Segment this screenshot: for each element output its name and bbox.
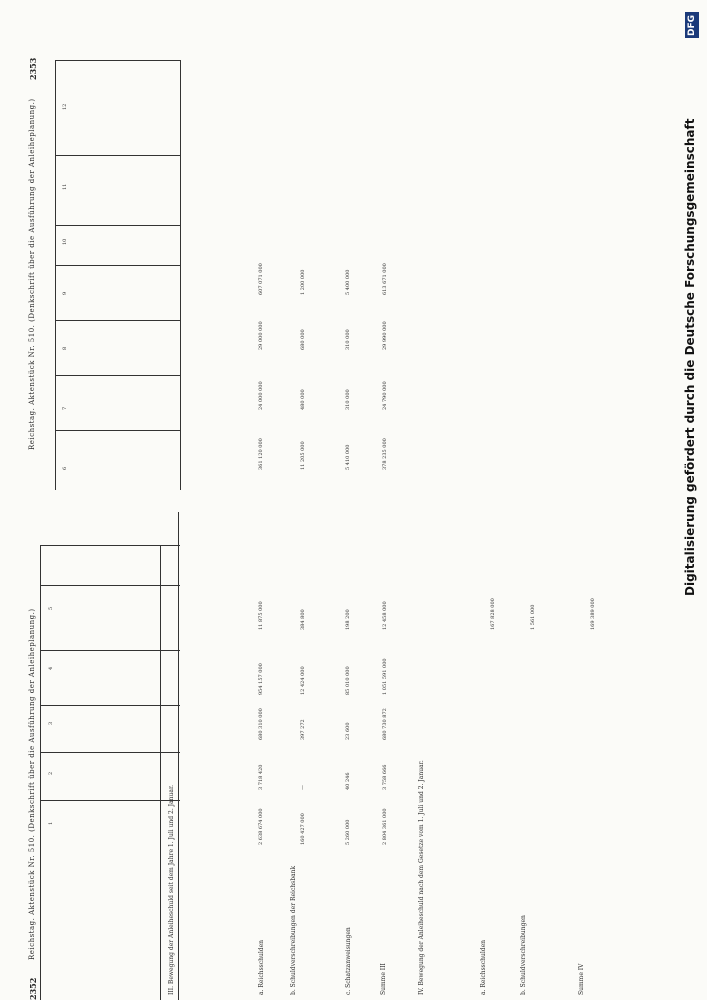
table-cell: 384 800 bbox=[300, 609, 306, 630]
column-number: 6 bbox=[62, 466, 68, 470]
right-page-header: Reichstag. Aktenstück Nr. 510. (Denkschrift über die Ausführung der Anleiheplanung.) bbox=[28, 98, 36, 450]
table-cell: — bbox=[300, 785, 306, 790]
table-cell: 11 205 000 bbox=[300, 441, 306, 470]
table-cell: 5 260 000 bbox=[345, 819, 351, 845]
row-label: Summe IV bbox=[578, 963, 585, 995]
table-cell: 1 561 000 bbox=[530, 604, 536, 630]
table-cell: 2 804 361 000 bbox=[382, 808, 388, 845]
column-number: 9 bbox=[62, 291, 68, 295]
table-cell: 24 790 000 bbox=[382, 381, 388, 410]
column-number: 1 bbox=[48, 821, 54, 825]
row-label: IV. Bewegung der Anleiheschuld nach dem Gesetze vom 1. Juli und 2. Januar. bbox=[418, 760, 425, 995]
row-label: c. Schatzanweisungen bbox=[345, 927, 352, 995]
table-rule bbox=[40, 752, 180, 753]
table-cell: 40 246 bbox=[345, 772, 351, 790]
table-rule bbox=[55, 155, 180, 156]
column-number: 11 bbox=[62, 183, 68, 190]
table-cell: 680 730 872 bbox=[382, 708, 388, 740]
column-number: 3 bbox=[48, 721, 54, 725]
table-cell: 2 638 674 000 bbox=[258, 808, 264, 845]
table-rule bbox=[40, 705, 180, 706]
table-cell: 12 424 000 bbox=[300, 666, 306, 695]
table-cell: 310 000 bbox=[345, 389, 351, 410]
table-cell: 29 000 000 bbox=[258, 321, 264, 350]
table-cell: 1 051 591 000 bbox=[382, 658, 388, 695]
table-cell: 5 400 000 bbox=[345, 269, 351, 295]
table-cell: 23 600 bbox=[345, 722, 351, 740]
table-cell: 310 000 bbox=[345, 329, 351, 350]
column-number: 5 bbox=[48, 606, 54, 610]
table-cell: 24 000 000 bbox=[258, 381, 264, 410]
column-number: 12 bbox=[62, 103, 68, 110]
table-cell: 85 010 000 bbox=[345, 666, 351, 695]
column-number: 4 bbox=[48, 666, 54, 670]
left-page-number: 2352 bbox=[28, 977, 38, 1000]
row-label: b. Schuldverschreibungen der Reichsbank bbox=[290, 865, 297, 995]
row-label: a. Reichsschulden bbox=[480, 939, 487, 995]
table-rule bbox=[40, 800, 180, 801]
table-cell: 3 718 420 bbox=[258, 764, 264, 790]
table-cell: 378 235 000 bbox=[382, 438, 388, 470]
table-rule bbox=[40, 650, 180, 651]
table-cell: 480 000 bbox=[300, 389, 306, 410]
table-cell: 607 071 000 bbox=[258, 263, 264, 295]
table-cell: 11 875 000 bbox=[258, 601, 264, 630]
left-page-header: Reichstag. Aktenstück Nr. 510. (Denkschrift über die Ausführung der Anleiheplanung.) bbox=[28, 608, 36, 960]
table-cell: 680 000 bbox=[300, 329, 306, 350]
table-rule bbox=[55, 225, 180, 226]
table-cell: 361 120 000 bbox=[258, 438, 264, 470]
column-number: 2 bbox=[48, 771, 54, 775]
funding-note-label: Digitalisierung gefördert durch die Deutsche Forschungsgemeinschaft bbox=[683, 118, 697, 596]
table-cell: 613 671 000 bbox=[382, 263, 388, 295]
column-number: 10 bbox=[62, 238, 68, 245]
table-cell: 12 458 000 bbox=[382, 601, 388, 630]
column-number: 7 bbox=[62, 406, 68, 410]
table-cell: 167 828 000 bbox=[490, 598, 496, 630]
table-cell: 29 990 000 bbox=[382, 321, 388, 350]
table-rule bbox=[160, 545, 161, 1000]
table-cell: 160 427 000 bbox=[300, 813, 306, 845]
row-label: Summe III bbox=[380, 963, 387, 995]
row-label: b. Schuldverschreibungen bbox=[520, 915, 527, 995]
table-rule bbox=[55, 60, 56, 490]
table-cell: 680 310 000 bbox=[258, 708, 264, 740]
table-cell: 397 272 bbox=[300, 719, 306, 740]
table-rule bbox=[180, 60, 181, 490]
row-label: a. Reichsschulden bbox=[258, 939, 265, 995]
table-rule bbox=[55, 375, 180, 376]
table-cell: 169 389 000 bbox=[590, 598, 596, 630]
table-cell: 3 758 666 bbox=[382, 764, 388, 790]
table-rule bbox=[40, 545, 41, 1000]
table-cell: 1 200 000 bbox=[300, 269, 306, 295]
table-rule bbox=[55, 265, 180, 266]
table-rule bbox=[40, 585, 180, 586]
dfg-badge-label: DFG bbox=[687, 14, 697, 36]
row-label: III. Bewegung der Anleiheschuld seit dem Jahre 1. Juli und 2. Januar. bbox=[168, 784, 175, 995]
table-cell: 5 410 000 bbox=[345, 444, 351, 470]
table-rule bbox=[55, 430, 180, 431]
table-rule bbox=[55, 320, 180, 321]
right-page-number: 2353 bbox=[28, 57, 38, 80]
column-number: 8 bbox=[62, 346, 68, 350]
table-rule bbox=[40, 545, 180, 546]
table-cell: 954 157 000 bbox=[258, 663, 264, 695]
funding-note-sidebar bbox=[683, 8, 703, 992]
table-rule bbox=[55, 60, 180, 61]
table-cell: 198 200 bbox=[345, 609, 351, 630]
